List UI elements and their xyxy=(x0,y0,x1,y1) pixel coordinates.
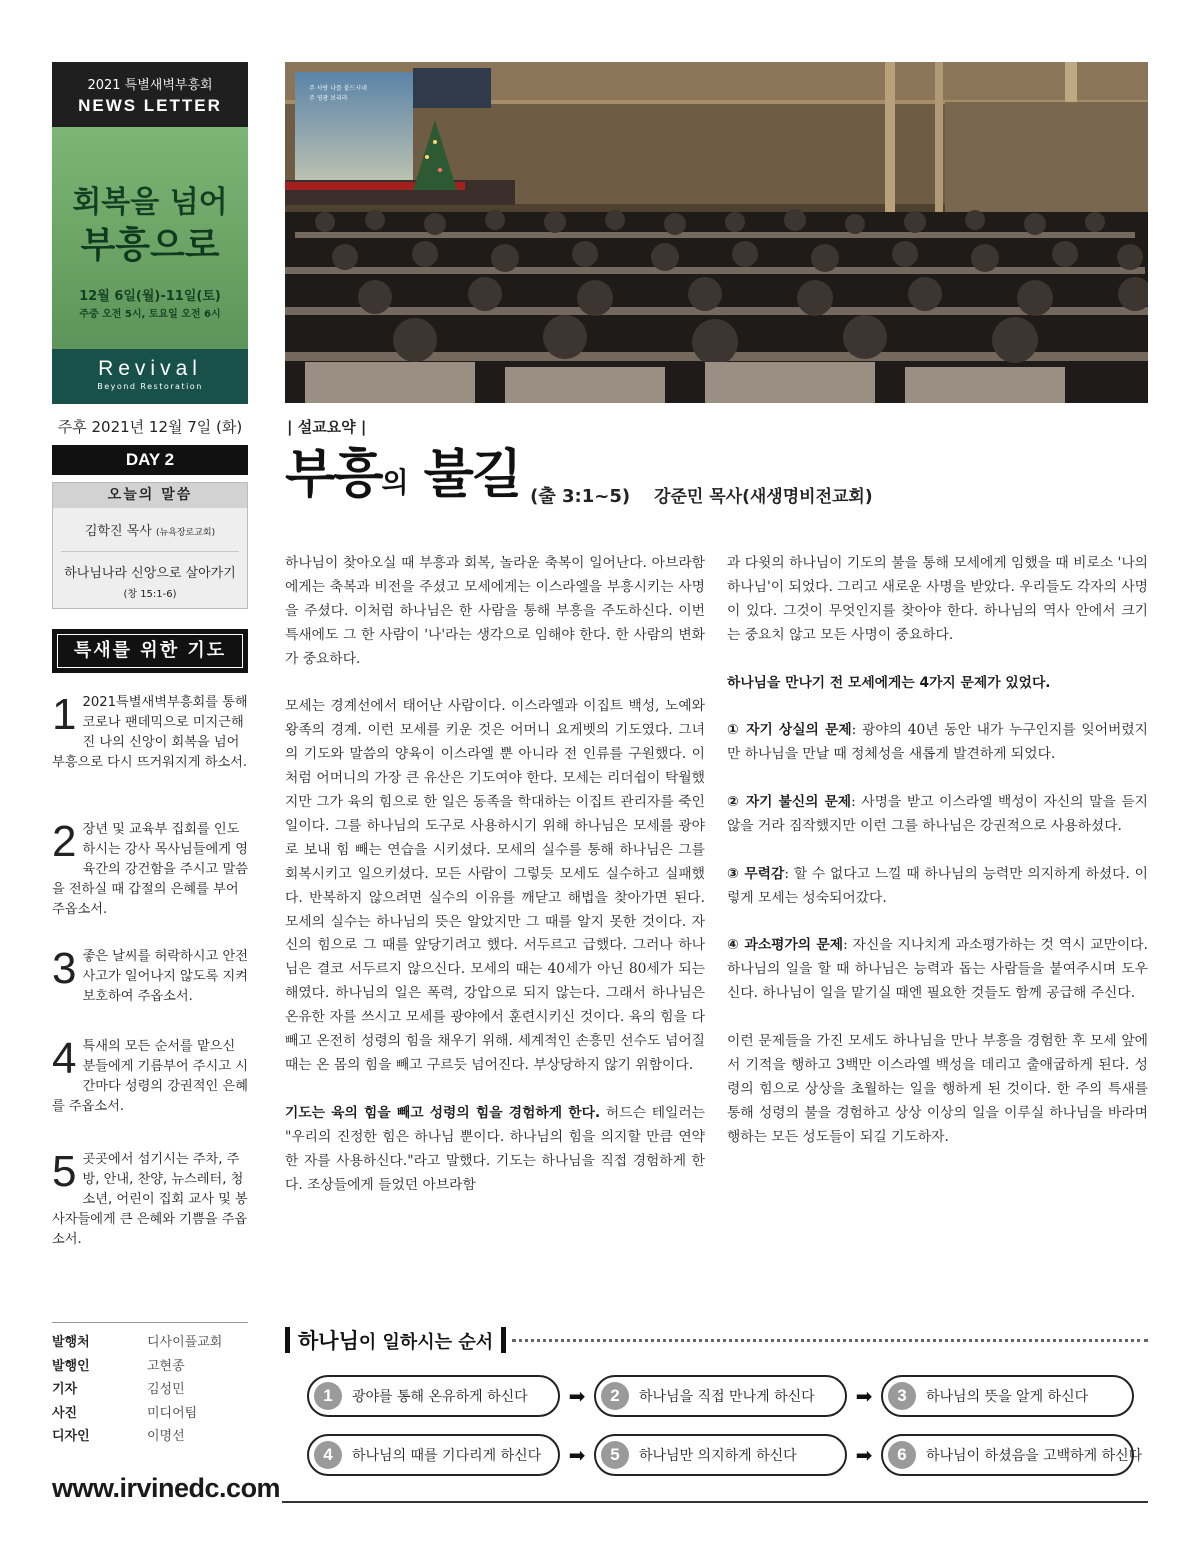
poster-newsletter-label: NEWS LETTER xyxy=(78,96,222,115)
prayer-item xyxy=(52,1147,248,1277)
paragraph: 하나님이 찾아오실 때 부흥과 회복, 놀라운 축복이 일어난다. 아브라함에게는 축복과 비전을 주셨고 모세에게는 이스라엘을 부흥시키는 사명을 주셨다. 이처럼 하나님은 한 사람을 통해 부흥을 주도하신다. 이번 특새에도 그 한 사람이 '나'라는 생각으로 임해야 한다. 한 사람의 변화가 중요하다. xyxy=(285,555,706,667)
worship-photo xyxy=(285,62,1148,403)
credit-value: 김성민 xyxy=(147,1382,185,1397)
todays-pastor xyxy=(53,520,247,539)
poster-revival: Revival xyxy=(98,357,202,380)
title-part-c: 불길 xyxy=(407,445,521,505)
title-part-b: 의 xyxy=(381,466,408,499)
sidebar xyxy=(52,62,248,1277)
step-row xyxy=(307,1374,1137,1418)
order-title-a: 하나님 xyxy=(298,1329,359,1353)
sermon-reference: (창 15:1-6) xyxy=(123,589,177,600)
prayer-number: 4 xyxy=(52,1034,77,1083)
prayer-text: 2021특별새벽부흥회를 통해 코로나 팬데믹으로 미지근해진 나의 신앙이 회복을 넘어 부흥으로 다시 뜨거워지게 하소서. xyxy=(52,695,248,770)
credit-row xyxy=(52,1355,248,1379)
paragraph: 과 다윗의 하나님이 기도의 불을 통해 모세에게 임했을 때 비로소 '나의 하나님'이 되었다. 그리고 새로운 사명을 받았다. 우리들도 각자의 사명이 있다. 그것이 무엇인지를 찾아야 한다. 하나님의 역사 안에서 크기는 중요치 않고 모든 사명이 중요하다. xyxy=(727,555,1148,643)
paragraph xyxy=(727,934,1148,1006)
paragraph xyxy=(285,1102,705,1198)
paragraph xyxy=(727,791,1148,839)
paragraph-emphasis: ④ 과소평가의 문제 xyxy=(727,937,844,954)
poster-title-line2: 부흥으로 xyxy=(80,225,220,266)
step-number: 4 xyxy=(314,1441,342,1469)
heading-bar-left xyxy=(285,1327,290,1353)
pastor-church: (뉴욕장로교회) xyxy=(155,528,216,538)
step-pill xyxy=(594,1375,847,1417)
poster-year-line: 2021 특별새벽부흥회 xyxy=(87,78,213,93)
poster-header xyxy=(52,62,248,127)
paragraph xyxy=(727,719,1148,767)
step-label: 하나님의 뜻을 알게 하신다 xyxy=(926,1389,1089,1405)
dotted-rule xyxy=(512,1339,1148,1342)
divider xyxy=(61,551,239,552)
pastor-name: 김학진 목사 xyxy=(84,524,152,539)
prayer-number: 2 xyxy=(52,817,77,866)
paragraph-text: : 사명을 받고 이스라엘 백성이 자신의 말을 듣지 않을 거라 짐작했지만 이런 그를 하나님은 강권적으로 사용하셨다. xyxy=(727,794,1148,834)
event-poster xyxy=(52,62,248,404)
order-title-b: 이 일하시는 순서 xyxy=(358,1332,494,1353)
step-number: 3 xyxy=(888,1382,916,1410)
screen-text-1: 주 사랑 나를 붙드시네 xyxy=(309,85,367,92)
step-number: 1 xyxy=(314,1382,342,1410)
step-row xyxy=(307,1433,1143,1477)
step-pill xyxy=(307,1375,560,1417)
headline-title xyxy=(285,444,520,514)
credit-value: 이명선 xyxy=(147,1429,185,1444)
day-badge: DAY 2 xyxy=(52,445,248,475)
congregation-illustration xyxy=(285,62,1148,403)
title-part-a: 부흥 xyxy=(285,445,382,505)
prayer-item xyxy=(52,690,248,820)
step-pill xyxy=(881,1434,1143,1476)
arrow-right-icon: ➡ xyxy=(568,1443,586,1467)
credit-key: 발행처 xyxy=(52,1335,90,1350)
poster-times: 주중 오전 5시, 토요일 오전 6시 xyxy=(79,309,221,320)
order-heading xyxy=(285,1324,1148,1356)
prayer-text: 좋은 날씨를 허락하시고 안전사고가 일어나지 않도록 지켜 보호하여 주옵소서. xyxy=(82,949,248,1004)
step-number: 5 xyxy=(601,1441,629,1469)
paragraph: 이런 문제들을 가진 모세도 하나님을 만나 부흥을 경험한 후 모세 앞에서 기적을 행하고 3백만 이스라엘 백성을 데리고 출애굽하게 된다. 성령의 힘으로 상상을 초월하는 일을 행하게 된 것이다. 한 주의 특새를 통해 성령의 불을 경험하고 상상 이상의 일을 이루실 하나님을 바라며 행하는 모든 성도들이 되길 기도하자. xyxy=(727,1033,1148,1145)
step-number: 2 xyxy=(601,1382,629,1410)
paragraph-text: : 광야의 40년 동안 내가 누구인지를 잊어버렸지만 하나님을 만날 때 정체성을 새롭게 발견하게 되었다. xyxy=(727,722,1149,763)
prayer-heading: 특새를 위한 기도 xyxy=(57,634,243,668)
prayer-text: 장년 및 교육부 집회를 인도하시는 강사 목사님들에게 영육간의 강건함을 주시고 말씀을 전하실 때 갑절의 은혜를 부어주옵소서. xyxy=(52,822,248,917)
step-pill xyxy=(307,1434,560,1476)
issue-date: 주후 2021년 12월 7일 (화) xyxy=(57,418,243,436)
credit-value: 디사이플교회 xyxy=(147,1335,223,1350)
step-label: 하나님만 의지하게 하신다 xyxy=(639,1448,797,1464)
step-pill xyxy=(881,1375,1134,1417)
bottom-rule xyxy=(282,1501,1148,1503)
step-label: 하나님을 직접 만나게 하신다 xyxy=(639,1389,815,1405)
order-steps xyxy=(307,1374,1143,1492)
prayer-item xyxy=(52,817,248,947)
screen-text-2: 주 영광 보리라 xyxy=(309,95,348,102)
credit-row xyxy=(52,1378,248,1402)
sermon-title: 하나님나라 신앙으로 살아가기 xyxy=(64,566,236,581)
paragraph-text: 허드슨 테일러는 "우리의 진정한 힘은 하나님 뿐이다. 하나님의 힘을 의지할 만큼 연약한 자를 사용하신다."라고 말했다. 기도는 하나님을 직접 경험하게 한다. 조상들에게 들었던 아브라함 xyxy=(285,1104,705,1193)
arrow-right-icon: ➡ xyxy=(855,1384,873,1408)
paragraph xyxy=(727,672,1148,696)
credit-row xyxy=(52,1402,248,1426)
step-label: 광야를 통해 온유하게 하신다 xyxy=(352,1389,528,1405)
step-number: 6 xyxy=(888,1441,916,1469)
article-column-right xyxy=(727,552,1148,1173)
todays-word-heading: 오늘의 말씀 xyxy=(53,483,247,508)
website-url: www.irvinedc.com xyxy=(52,1473,281,1503)
headline-author: 강준민 목사(새생명비전교회) xyxy=(654,487,873,507)
credits xyxy=(52,1322,248,1449)
prayer-number: 3 xyxy=(52,944,77,993)
paragraph-text: : 자신을 지나치게 과소평가하는 것 역시 교만이다. 하나님의 일을 할 때 하나님은 능력과 돕는 사람들을 붙여주시며 도우신다. 하나님이 일을 맡기실 때엔 필요한 것들도 함께 공급해 주신다. xyxy=(727,937,1148,1002)
arrow-right-icon: ➡ xyxy=(568,1384,586,1408)
poster-revival-sub: Beyond Restoration xyxy=(97,382,203,391)
prayer-number: 1 xyxy=(52,690,77,739)
paragraph-emphasis: ① 자기 상실의 문제 xyxy=(727,722,852,739)
credit-key: 발행인 xyxy=(52,1358,90,1374)
paragraph-emphasis: 기도는 육의 힘을 빼고 성령의 힘을 경험하게 한다. xyxy=(285,1104,601,1121)
paragraph-emphasis: ② 자기 불신의 문제 xyxy=(727,794,852,811)
credit-value: 미디어팀 xyxy=(147,1405,198,1421)
step-label: 하나님이 하셨음을 고백하게 하신다 xyxy=(926,1448,1143,1464)
paragraph: 모세는 경계선에서 태어난 사람이다. 이스라엘과 이집트 백성, 노예와 왕족의 경계. 이런 모세를 키운 것은 어머니 요게벳의 기도였다. 그녀의 기도와 말씀의 양육이 이스라엘 뿐 아니라 전 인류를 구원했다. 이처럼 어머니의 가장 큰 유산은 기도여야 한다. 모세는 리더쉽이 탁월했지만 그가 육의 힘으로 한 일은 동족을 학대하는 이집트 관리자를 죽인 일이다. 그를 하나님의 도구로 사용하시기 위해 하나님은 모세를 광야로 보내 힘 빼는 연습을 시키셨다. 모세의 실수를 통해 하나님은 그를 회복시키고 일으키셨다. 모든 사람이 그렇듯 모세도 실수하고 실패했다. 반복하지 않으려면 실수의 이유를 깨닫고 해법을 찾아가면 된다. 모세의 실수는 하나님의 뜻은 알았지만 그 때를 알지 못한 것이다. 자신의 힘으로 그 때를 앞당기려고 했다. 서두르고 급했다. 그러나 하나님은 결코 서두르지 않으신다. 모세의 때는 40세가 아닌 80세가 되는 해였다. 하나님의 일은 폭력, 강압으로 되지 않는다. 그래서 하나님은 온유한 자를 쓰시고 모세를 광야에서 훈련시키신 것이다. 육의 힘을 다 빼고 온전히 성령의 힘을 채우기 위해. 세계적인 손흥민 선수도 넘어질 때는 온 몸의 힘을 빼고 구르듯 넘어진다. 부상당하지 않기 위함이다. xyxy=(285,698,705,1074)
article-column-left xyxy=(285,552,705,1221)
headline-reference: (출 3:1~5) xyxy=(530,486,631,507)
step-label: 하나님의 때를 기다리게 하신다 xyxy=(352,1448,542,1464)
article-headline xyxy=(285,445,873,514)
poster-footer xyxy=(52,349,248,404)
poster-title-line1: 회복을 넘어 xyxy=(72,185,228,220)
credit-row xyxy=(52,1425,248,1449)
prayer-text: 곳곳에서 섬기시는 주차, 주방, 안내, 찬양, 뉴스레터, 청소년, 어린이 집회 교사 및 봉사자들에게 큰 은혜와 기쁨을 주옵소서. xyxy=(52,1152,248,1247)
prayer-heading-box xyxy=(52,629,248,673)
credit-key: 기자 xyxy=(52,1382,78,1397)
heading-bar-right xyxy=(501,1327,506,1353)
step-pill xyxy=(594,1434,847,1476)
paragraph-emphasis: 하나님을 만나기 전 모세에게는 4가지 문제가 있었다. xyxy=(727,674,1051,691)
order-title xyxy=(298,1325,493,1355)
prayer-text: 특새의 모든 순서를 맡으신 분들에게 기름부어 주시고 시간마다 성령의 강권적인 은혜를 주옵소서. xyxy=(52,1039,248,1114)
arrow-right-icon: ➡ xyxy=(855,1443,873,1467)
prayer-list xyxy=(52,690,248,1277)
paragraph xyxy=(727,863,1148,911)
prayer-item xyxy=(52,1034,248,1150)
credit-key: 사진 xyxy=(52,1405,78,1421)
prayer-item xyxy=(52,944,248,1032)
paragraph-emphasis: ③ 무력감 xyxy=(727,865,785,882)
poster-body xyxy=(52,127,248,349)
todays-word-box xyxy=(52,482,248,609)
section-kicker: | 설교요약 | xyxy=(287,418,367,436)
poster-dates: 12월 6일(월)-11일(토) xyxy=(79,289,221,304)
credit-value: 고현종 xyxy=(147,1358,185,1374)
credit-row xyxy=(52,1331,248,1355)
credit-key: 디자인 xyxy=(52,1429,90,1444)
prayer-number: 5 xyxy=(52,1147,77,1196)
paragraph-text: : 할 수 없다고 느낄 때 하나님의 능력만 의지하게 하셨다. 이렇게 모세는 성숙되어갔다. xyxy=(727,865,1149,906)
